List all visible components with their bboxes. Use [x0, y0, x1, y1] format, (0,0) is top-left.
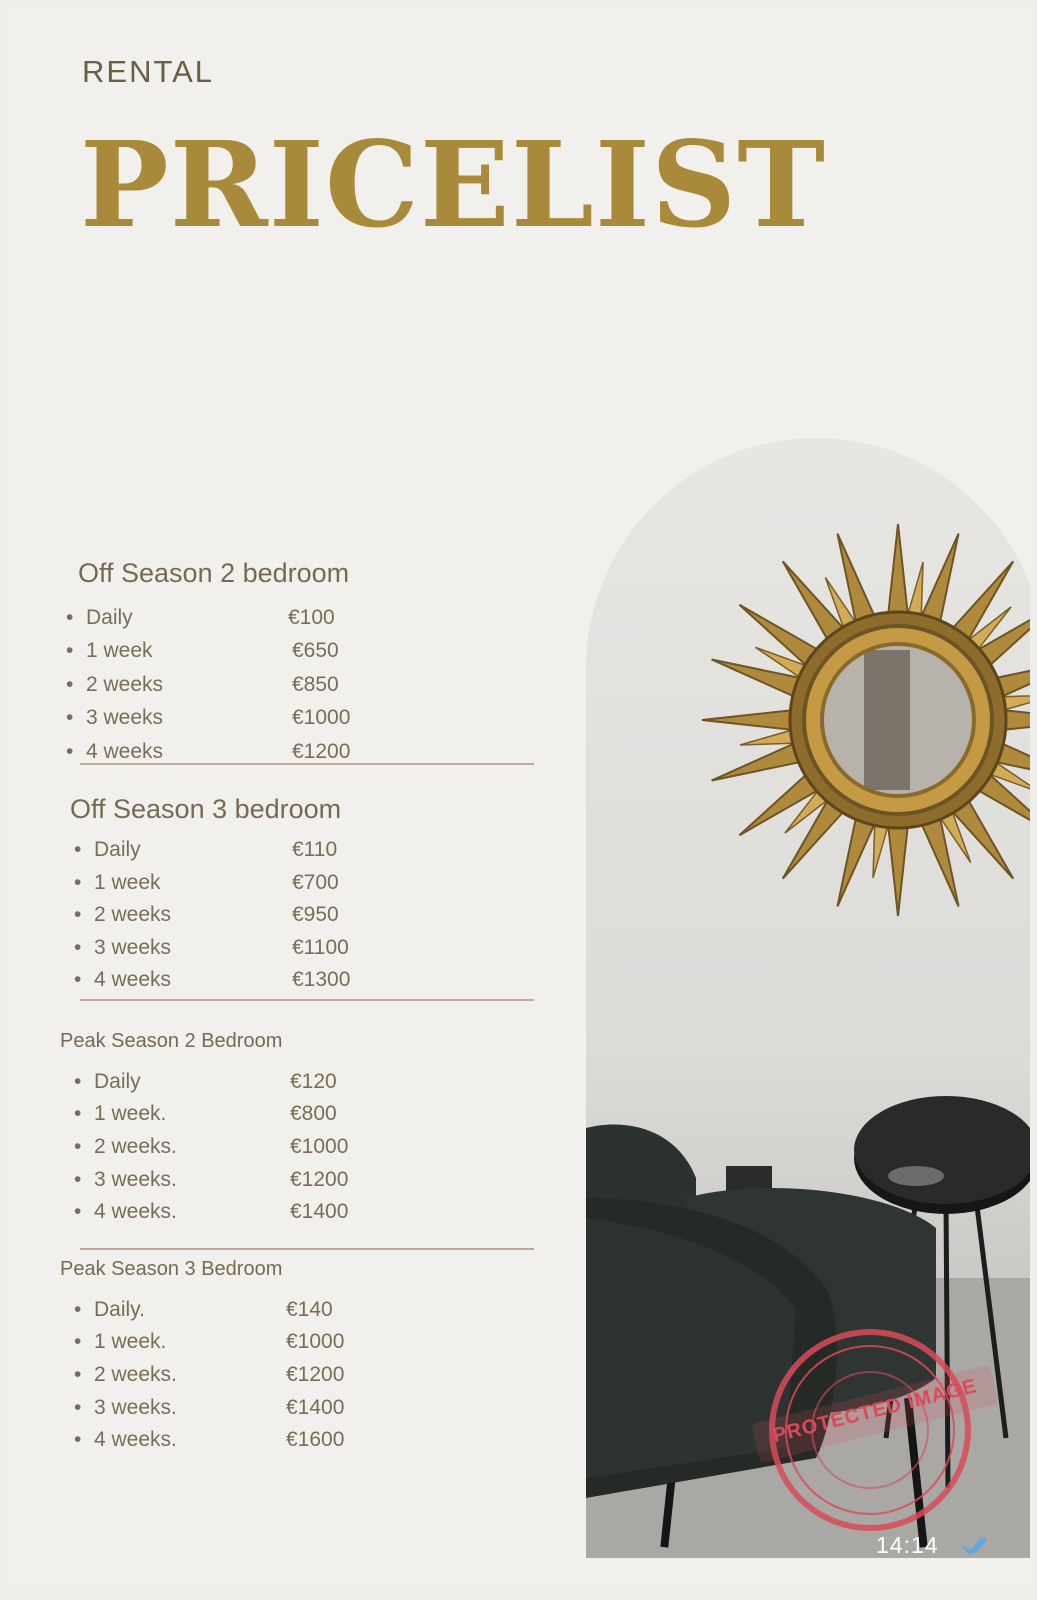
price-row [74, 968, 474, 998]
section-off-season-2-bedroom [66, 558, 548, 778]
bullet: • [74, 838, 82, 861]
price-row [66, 706, 466, 736]
rental-kicker: RENTAL [82, 54, 215, 89]
bullet: • [74, 1102, 82, 1125]
bullet: • [66, 673, 74, 696]
duration-label: Daily. [94, 1298, 145, 1321]
price-value: €1200 [286, 1363, 345, 1386]
price-row [74, 1102, 474, 1132]
bullet: • [66, 740, 74, 763]
price-row [74, 1135, 474, 1165]
section-peak-season-3-bedroom [60, 1258, 530, 1468]
duration-label: 2 weeks [94, 903, 172, 926]
price-value: €850 [292, 673, 339, 696]
bullet: • [74, 1298, 82, 1321]
price-value: €1000 [292, 706, 351, 729]
price-value: €110 [292, 838, 338, 861]
duration-label: 4 weeks. [94, 1428, 177, 1451]
section-title: Peak Season 2 Bedroom [60, 1030, 283, 1052]
price-value: €120 [290, 1070, 337, 1093]
bullet: • [74, 1363, 82, 1386]
section-title: Off Season 3 bedroom [70, 794, 342, 824]
pricelist-page [8, 6, 1030, 1586]
duration-label: 1 week. [94, 1330, 167, 1353]
price-row [74, 1070, 474, 1100]
price-value: €100 [288, 606, 335, 629]
bullet: • [74, 1428, 82, 1451]
watermark-text: PROTECTED IMAGE [770, 1375, 980, 1448]
duration-label: Daily [86, 606, 133, 629]
bullet: • [74, 1330, 82, 1353]
price-row [74, 1168, 474, 1198]
duration-label: 3 weeks [86, 706, 164, 729]
section-title: Off Season 2 bedroom [78, 558, 350, 588]
duration-label: Daily [94, 1070, 141, 1093]
price-value: €700 [292, 871, 339, 894]
price-row [66, 673, 466, 703]
section-peak-season-2-bedroom [60, 1030, 530, 1240]
duration-label: 4 weeks. [94, 1200, 177, 1223]
price-value: €650 [292, 639, 339, 662]
divider-line [80, 1248, 534, 1250]
protected-image-stamp [750, 1318, 1000, 1538]
duration-label: Daily [94, 838, 141, 861]
price-value: €140 [286, 1298, 333, 1321]
price-row [66, 606, 466, 636]
duration-label: 4 weeks [94, 968, 172, 991]
price-row [74, 1298, 474, 1328]
price-value: €1400 [286, 1396, 345, 1419]
price-row [74, 871, 474, 901]
price-row [74, 1363, 474, 1393]
bullet: • [74, 1396, 82, 1419]
duration-label: 1 week [86, 639, 153, 662]
price-row [74, 1330, 474, 1360]
bullet: • [66, 706, 74, 729]
price-row [74, 903, 474, 933]
price-value: €1000 [286, 1330, 345, 1353]
price-value: €1600 [286, 1428, 345, 1451]
duration-label: 2 weeks [86, 673, 164, 696]
price-value: €800 [290, 1102, 337, 1125]
price-value: €1300 [292, 968, 351, 991]
price-value: €1200 [290, 1168, 349, 1191]
duration-label: 4 weeks [86, 740, 164, 763]
message-timestamp: 14:14 [876, 1532, 939, 1558]
pricelist-title: PRICELIST [80, 115, 827, 254]
duration-label: 3 weeks. [94, 1396, 177, 1419]
price-row [74, 1200, 474, 1230]
sunburst-mirror [702, 524, 1030, 916]
price-row [66, 740, 466, 770]
price-value: €1400 [290, 1200, 349, 1223]
price-value: €950 [292, 903, 339, 926]
duration-label: 2 weeks. [94, 1135, 177, 1158]
bullet: • [74, 968, 82, 991]
bullet: • [74, 1168, 82, 1191]
divider-line [80, 999, 534, 1001]
price-row [74, 1396, 474, 1426]
bullet: • [74, 1135, 82, 1158]
duration-label: 2 weeks. [94, 1363, 177, 1386]
duration-label: 3 weeks. [94, 1168, 177, 1191]
double-check-icon [960, 1534, 1000, 1563]
duration-label: 3 weeks [94, 936, 172, 959]
bullet: • [66, 606, 74, 629]
bullet: • [74, 936, 82, 959]
price-row [66, 639, 466, 669]
price-value: €1000 [290, 1135, 349, 1158]
duration-label: 1 week [94, 871, 161, 894]
price-row [74, 936, 474, 966]
price-row [74, 838, 474, 868]
price-value: €1200 [292, 740, 351, 763]
bullet: • [74, 1200, 82, 1223]
bullet: • [74, 871, 82, 894]
price-row [74, 1428, 474, 1458]
section-title: Peak Season 3 Bedroom [60, 1258, 283, 1280]
price-value: €1100 [292, 936, 349, 959]
bullet: • [74, 903, 82, 926]
section-off-season-3-bedroom [70, 794, 540, 1004]
duration-label: 1 week. [94, 1102, 167, 1125]
bullet: • [74, 1070, 82, 1093]
bullet: • [66, 639, 74, 662]
divider-line [80, 763, 534, 765]
